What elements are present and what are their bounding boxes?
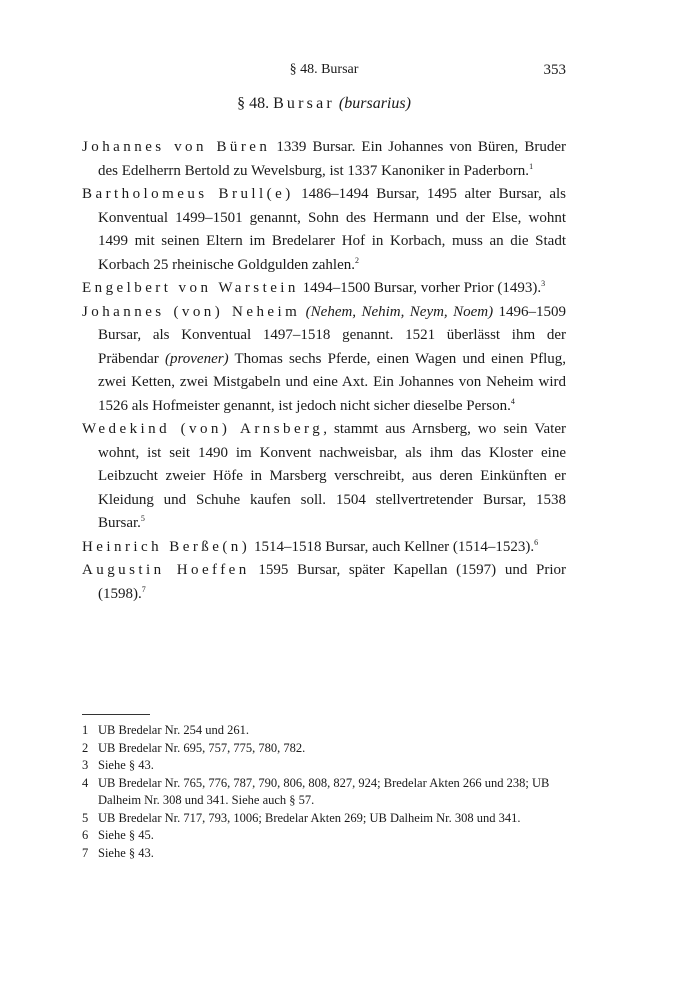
- entry-name: Augustin Hoeffen: [82, 562, 250, 578]
- entry-text: 1514–1518 Bursar, auch Kellner (1514–1523).: [250, 538, 535, 555]
- footnote-text: Siehe § 43.: [98, 845, 154, 860]
- footnote-number: 6: [82, 828, 89, 842]
- section-latin-title: (bursarius): [338, 95, 411, 112]
- footnote: [82, 827, 566, 845]
- footnote-number: 2: [82, 740, 89, 755]
- footnote-ref[interactable]: 6: [534, 537, 539, 547]
- footnote-number: 7: [82, 845, 89, 860]
- footnote-ref[interactable]: 5: [140, 514, 145, 523]
- footnote-text: UB Bredelar Nr. 717, 793, 1006; Bredelar Akten 269; UB Dalheim Nr. 308 und 341.: [98, 810, 521, 825]
- footnote-number: 3: [82, 758, 89, 772]
- footnote-text: Siehe § 45.: [98, 828, 154, 842]
- entry-johannes-von-neheim: [82, 301, 566, 419]
- entry-johannes-von-bueren: [82, 136, 566, 183]
- entry-name: Johannes von Büren: [82, 139, 271, 155]
- running-title: § 48. Bursar: [289, 62, 359, 77]
- footnote-text: UB Bredelar Nr. 254 und 261.: [98, 723, 250, 737]
- footnote-ref[interactable]: 3: [541, 279, 546, 288]
- entry-heinrich-bersse: [82, 536, 566, 560]
- footnote-ref[interactable]: 1: [529, 161, 534, 171]
- entry-text: 1496–1509 Bursar, als Konventual 1497–1518 genannt. 1521 überlässt ihm der Präbendar: [98, 303, 567, 367]
- entry-text: , stammt aus Arnsberg, wo sein Vater wohnt, ist seit 1490 im Konvent nachweisbar, als ihm das Kloster eine Leibzucht zweier Höfe in Marsberg verschreibt, aus deren Einkünften er Kleidung und Schuhe kaufen soll. 1504 stellvertretender Bursar, 1538 Bursar.: [98, 421, 566, 531]
- footnote-number: 5: [82, 810, 89, 825]
- entry-name: Wedekind (von) Arnsberg: [82, 421, 324, 437]
- footnote-text: Siehe § 43.: [98, 758, 154, 772]
- entry-gloss: (provener): [164, 350, 229, 367]
- running-head: [82, 62, 566, 82]
- footnote-text: UB Bredelar Nr. 765, 776, 787, 790, 806, 808, 827, 924; Bredelar Akten 266 und 238; UB Dalheim Nr. 308 und 341. Siehe auch § 57.: [98, 775, 550, 807]
- entry-bartholomeus-brull: [82, 183, 566, 277]
- footnote: [82, 722, 566, 740]
- footnote: [82, 845, 566, 863]
- section-number: § 48.: [237, 95, 270, 112]
- footnote: [82, 757, 566, 775]
- entry-name: Bartholomeus Brull(e): [82, 186, 294, 202]
- entry-text: 1595 Bursar, später Kapellan (1597) und Prior (1598).: [98, 562, 566, 602]
- footnote-ref[interactable]: 7: [141, 584, 146, 594]
- entry-text: 1486–1494 Bursar, 1495 alter Bursar, als Konventual 1499–1501 genannt, Sohn des Hermann und der Else, wohnt 1499 mit seinen Eltern im Bredelarer Hof in Korbach, muss an die Stadt Korbach 25 rheinische Goldgulden zahlen.: [98, 186, 566, 273]
- entry-name: Heinrich Berße(n): [82, 538, 251, 555]
- footnote-divider: [82, 714, 150, 715]
- entry-engelbert-von-warstein: [82, 277, 566, 301]
- entry-name-variants: (Nehem, Nehim, Neym, Noem): [305, 303, 494, 320]
- footnote-text: UB Bredelar Nr. 695, 757, 775, 780, 782.: [98, 740, 306, 755]
- section-heading: [82, 95, 566, 113]
- footnote-ref[interactable]: 4: [510, 396, 515, 406]
- entry-wedekind-von-arnsberg: [82, 418, 566, 536]
- entry-text: 1494–1500 Bursar, vorher Prior (1493).: [298, 280, 542, 296]
- page-number: 353: [543, 62, 566, 78]
- entry-name: Johannes (von) Neheim: [82, 303, 301, 320]
- entry-name: Engelbert von Warstein: [82, 280, 299, 296]
- footnote-number: 1: [82, 723, 89, 737]
- footnote: [82, 810, 566, 828]
- entry-text: 1339 Bursar. Ein Johannes von Büren, Bruder des Edelherrn Bertold zu Wevelsburg, ist 1337 Kanoniker in Paderborn.: [98, 139, 567, 179]
- entry-augustin-hoeffen: [82, 559, 566, 606]
- bursar-list: [82, 136, 566, 606]
- footnote: [82, 775, 566, 810]
- entry-text-continued: Thomas sechs Pferde, einen Wagen und einen Pflug, zwei Ketten, zwei Mistgabeln und eine Axt. Ein Johannes von Neheim wird 1526 als Hofmeister genannt, ist jedoch nicht sicher dieselbe Person.: [98, 350, 567, 414]
- footnote: [82, 740, 566, 758]
- footnotes: [82, 722, 566, 862]
- footnote-ref[interactable]: 2: [355, 255, 359, 265]
- footnote-number: 4: [82, 775, 89, 790]
- section-title: Bursar: [273, 95, 335, 112]
